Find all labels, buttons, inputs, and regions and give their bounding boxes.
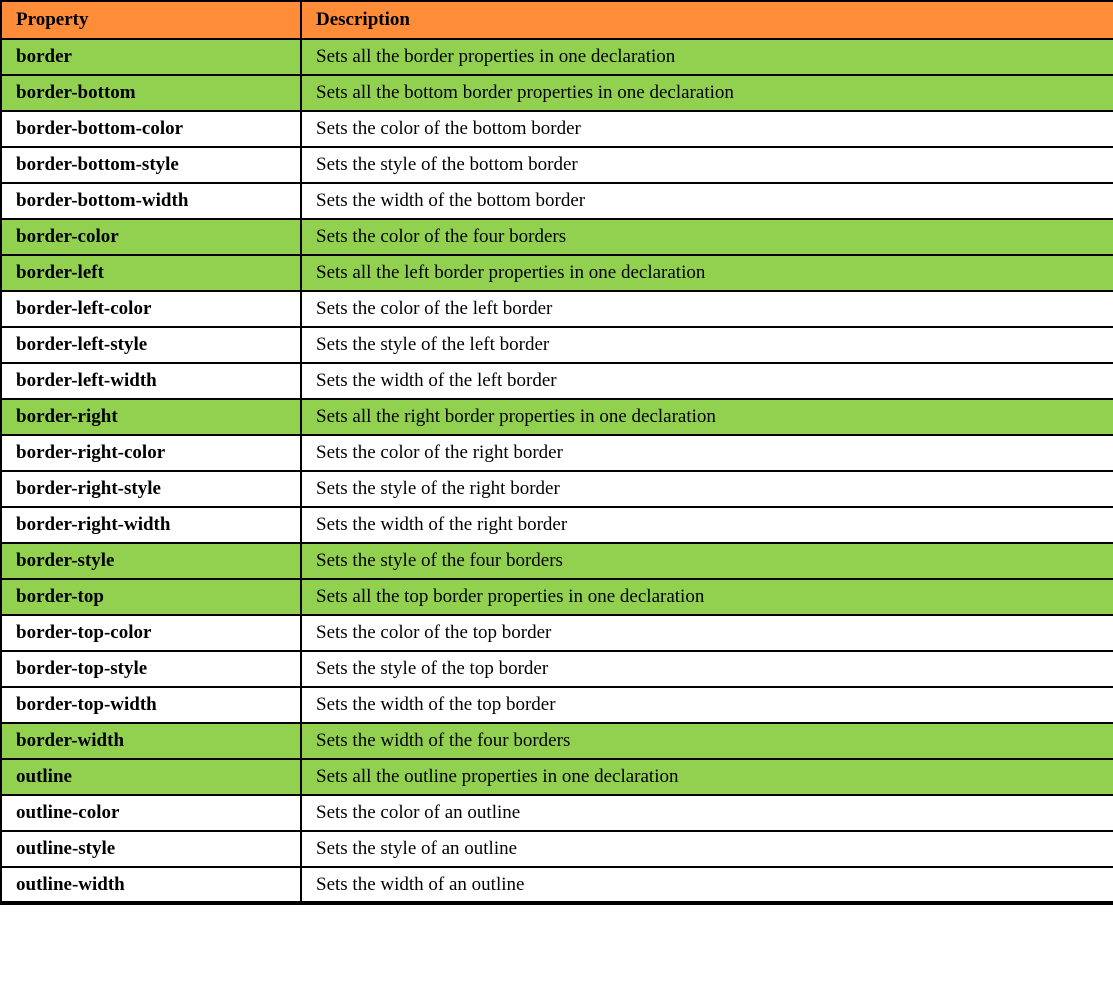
table-row xyxy=(1,795,1113,831)
property-description-cell: Sets the width of an outline xyxy=(301,867,1113,903)
property-description-cell: Sets the style of the top border xyxy=(301,651,1113,687)
property-description-cell: Sets the color of an outline xyxy=(301,795,1113,831)
property-name-cell: outline-width xyxy=(1,867,301,903)
property-name-cell: border-left xyxy=(1,255,301,291)
table-row xyxy=(1,507,1113,543)
table-row xyxy=(1,471,1113,507)
property-name-cell: border-bottom-width xyxy=(1,183,301,219)
table-row xyxy=(1,147,1113,183)
property-description-cell: Sets all the right border properties in one declaration xyxy=(301,399,1113,435)
property-name-cell: border-right-style xyxy=(1,471,301,507)
table-row xyxy=(1,399,1113,435)
property-name-cell: border-top xyxy=(1,579,301,615)
property-name-cell: border-left-width xyxy=(1,363,301,399)
table-row xyxy=(1,615,1113,651)
table-row xyxy=(1,723,1113,759)
property-description-cell: Sets the width of the right border xyxy=(301,507,1113,543)
property-name-cell: outline-style xyxy=(1,831,301,867)
table-row xyxy=(1,39,1113,75)
property-description-cell: Sets all the border properties in one declaration xyxy=(301,39,1113,75)
property-description-cell: Sets all the left border properties in one declaration xyxy=(301,255,1113,291)
table-row xyxy=(1,579,1113,615)
property-name-cell: border-bottom xyxy=(1,75,301,111)
property-name-cell: border-bottom-style xyxy=(1,147,301,183)
property-name-cell: border-right-color xyxy=(1,435,301,471)
property-name-cell: border-color xyxy=(1,219,301,255)
table-row xyxy=(1,255,1113,291)
property-name-cell: border-left-style xyxy=(1,327,301,363)
property-name-cell: border xyxy=(1,39,301,75)
property-description-cell: Sets the color of the top border xyxy=(301,615,1113,651)
property-description-cell: Sets the style of the bottom border xyxy=(301,147,1113,183)
property-name-cell: border-right xyxy=(1,399,301,435)
property-description-cell: Sets the style of the left border xyxy=(301,327,1113,363)
property-description-cell: Sets the width of the left border xyxy=(301,363,1113,399)
table-row xyxy=(1,687,1113,723)
property-description-cell: Sets all the bottom border properties in one declaration xyxy=(301,75,1113,111)
property-description-cell: Sets the width of the four borders xyxy=(301,723,1113,759)
property-name-cell: outline xyxy=(1,759,301,795)
property-name-cell: border-bottom-color xyxy=(1,111,301,147)
table-row xyxy=(1,543,1113,579)
table-row xyxy=(1,831,1113,867)
table-body xyxy=(1,39,1113,903)
column-header-property: Property xyxy=(1,1,301,39)
table-row xyxy=(1,759,1113,795)
property-name-cell: border-right-width xyxy=(1,507,301,543)
property-description-cell: Sets the style of an outline xyxy=(301,831,1113,867)
table-row xyxy=(1,183,1113,219)
property-description-cell: Sets the width of the top border xyxy=(301,687,1113,723)
table-row xyxy=(1,291,1113,327)
property-description-cell: Sets the color of the four borders xyxy=(301,219,1113,255)
property-name-cell: border-left-color xyxy=(1,291,301,327)
table-row xyxy=(1,111,1113,147)
table-row xyxy=(1,75,1113,111)
property-name-cell: border-style xyxy=(1,543,301,579)
table-header-row xyxy=(1,1,1113,39)
table-row xyxy=(1,435,1113,471)
table-row xyxy=(1,219,1113,255)
property-name-cell: border-top-color xyxy=(1,615,301,651)
table-row xyxy=(1,651,1113,687)
property-description-cell: Sets all the outline properties in one declaration xyxy=(301,759,1113,795)
property-description-cell: Sets all the top border properties in one declaration xyxy=(301,579,1113,615)
column-header-description: Description xyxy=(301,1,1113,39)
table-row xyxy=(1,363,1113,399)
property-description-cell: Sets the width of the bottom border xyxy=(301,183,1113,219)
table-row xyxy=(1,867,1113,903)
property-description-cell: Sets the color of the bottom border xyxy=(301,111,1113,147)
property-name-cell: outline-color xyxy=(1,795,301,831)
property-description-cell: Sets the style of the four borders xyxy=(301,543,1113,579)
property-description-cell: Sets the color of the right border xyxy=(301,435,1113,471)
property-description-cell: Sets the style of the right border xyxy=(301,471,1113,507)
property-name-cell: border-top-style xyxy=(1,651,301,687)
property-name-cell: border-top-width xyxy=(1,687,301,723)
table-row xyxy=(1,327,1113,363)
property-name-cell: border-width xyxy=(1,723,301,759)
property-description-cell: Sets the color of the left border xyxy=(301,291,1113,327)
